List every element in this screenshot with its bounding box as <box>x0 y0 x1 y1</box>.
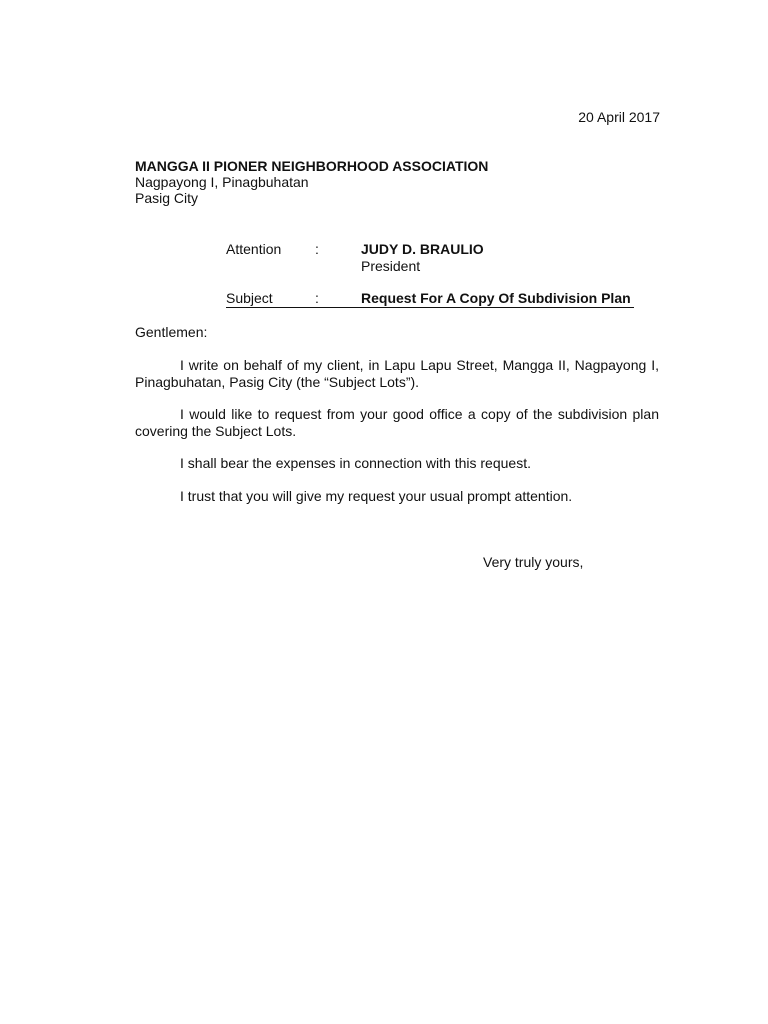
body-paragraph-1: I write on behalf of my client, in Lapu Lapu Street, Mangga II, Nagpayong I, Pinagbuhatan, Pasig City (the “Subject Lots”). <box>135 357 659 390</box>
salutation: Gentlemen: <box>135 324 208 340</box>
attention-title: President <box>361 258 421 274</box>
attention-label: Attention <box>226 241 282 257</box>
letter-date: 20 April 2017 <box>578 109 660 125</box>
attention-colon: : <box>315 241 319 257</box>
subject-text: Request For A Copy Of Subdivision Plan <box>361 290 631 306</box>
complimentary-closing: Very truly yours, <box>483 554 584 570</box>
addressee-organization: MANGGA II PIONER NEIGHBORHOOD ASSOCIATION <box>135 158 489 174</box>
addressee-block <box>135 158 488 206</box>
attention-name: JUDY D. BRAULIO <box>361 241 484 257</box>
addressee-address-line1: Nagpayong I, Pinagbuhatan <box>135 174 309 190</box>
body-paragraph-2: I would like to request from your good office a copy of the subdivision plan covering the Subject Lots. <box>135 406 659 439</box>
addressee-address-line2: Pasig City <box>135 190 199 206</box>
subject-colon: : <box>315 290 319 306</box>
subject-label: Subject <box>226 290 273 306</box>
body-paragraph-4: I trust that you will give my request your usual prompt attention. <box>180 487 573 504</box>
body-paragraph-3: I shall bear the expenses in connection with this request. <box>180 455 531 471</box>
subject-underline <box>226 307 634 308</box>
letter-body <box>135 357 659 520</box>
subject-value <box>361 290 631 307</box>
attention-value <box>361 241 484 275</box>
